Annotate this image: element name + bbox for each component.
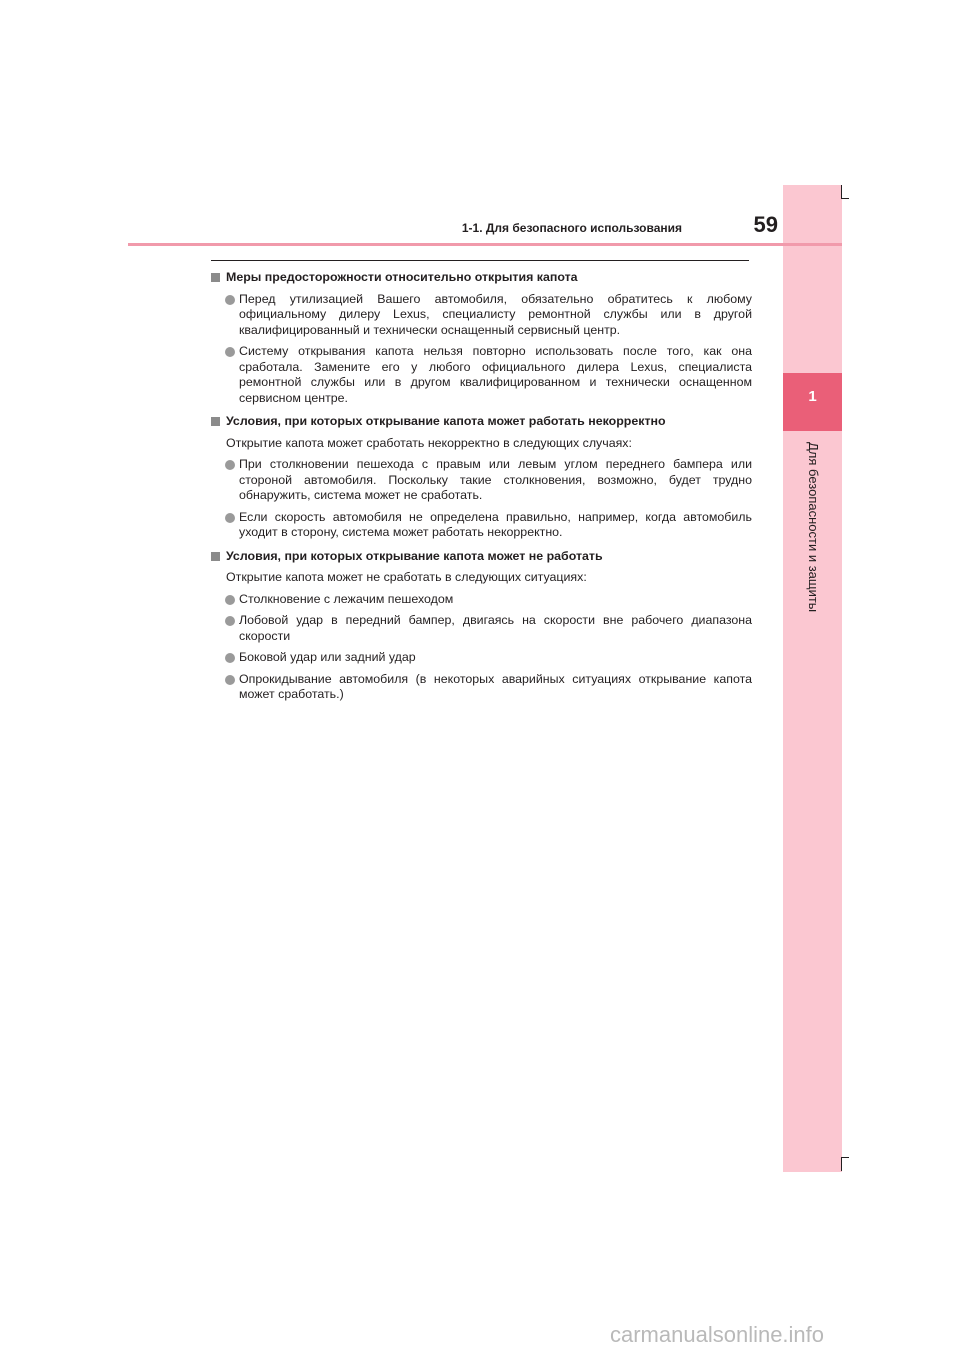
list-item bbox=[210, 292, 752, 339]
side-band bbox=[783, 185, 842, 1172]
circle-bullet-icon bbox=[225, 675, 235, 685]
section-heading bbox=[210, 414, 752, 430]
crop-mark-top bbox=[841, 185, 842, 199]
list-item bbox=[210, 592, 752, 608]
content-rule bbox=[211, 260, 749, 261]
chapter-number: 1 bbox=[808, 388, 817, 405]
heading-text: Условия, при которых открывание капота может не работать bbox=[226, 548, 603, 563]
list-item-text: Если скорость автомобиля не определена правильно, например, когда автомобиль уходит в сторону, система может работать некорректно. bbox=[239, 509, 752, 539]
list-item bbox=[210, 672, 752, 703]
circle-bullet-icon bbox=[225, 595, 235, 605]
chapter-title: Для безопасности и защиты bbox=[806, 442, 821, 613]
section-intro: Открытие капота может сработать некорректно в следующих случаях: bbox=[226, 435, 632, 450]
circle-bullet-icon bbox=[225, 460, 235, 470]
list-item-text: Систему открывания капота нельзя повторно использовать после того, как она сработала. Замените его у любого официального дилера Lexus, специалиста ремонтной службы или в другом квалифицированном и технически оснащенном сервисном центре. bbox=[239, 344, 752, 405]
list-item bbox=[210, 510, 752, 541]
list-item bbox=[210, 650, 752, 666]
square-bullet-icon bbox=[211, 273, 220, 282]
square-bullet-icon bbox=[211, 417, 220, 426]
list-item bbox=[210, 613, 752, 644]
list-item bbox=[210, 344, 752, 406]
list-item-text: При столкновении пешехода с правым или левым углом переднего бампера или стороной автомобиля. Поскольку такие столкновения, возможно, будет трудно обнаружить, система может не сработать. bbox=[239, 457, 752, 502]
list-item-text: Столкновение с лежачим пешеходом bbox=[239, 591, 454, 606]
crop-mark-bottom-h bbox=[841, 1157, 849, 1158]
crop-mark-top-h bbox=[841, 198, 849, 199]
list-item-text: Перед утилизацией Вашего автомобиля, обязательно обратитесь к любому официальному дилеру Lexus, специалисту ремонтной службы или в другой квалифицированный и технически оснащенный сервисный центр. bbox=[239, 291, 752, 337]
crop-mark-bottom bbox=[841, 1157, 842, 1171]
list-item-text: Лобовой удар в передний бампер, двигаясь на скорости вне рабочего диапазона скорости bbox=[239, 613, 752, 643]
list-item-text: Опрокидывание автомобиля (в некоторых аварийных ситуациях открывание капота может сработать.) bbox=[239, 671, 752, 701]
circle-bullet-icon bbox=[225, 513, 235, 523]
list-item-text: Боковой удар или задний удар bbox=[239, 650, 416, 664]
content bbox=[210, 270, 752, 709]
circle-bullet-icon bbox=[225, 347, 235, 357]
section-heading bbox=[210, 549, 752, 565]
page-number: 59 bbox=[753, 212, 778, 237]
circle-bullet-icon bbox=[225, 616, 235, 626]
section-heading bbox=[210, 270, 752, 286]
watermark: carmanualsonline.info bbox=[610, 1322, 825, 1347]
section-intro: Открытие капота может не сработать в следующих ситуациях: bbox=[226, 570, 587, 584]
header-line bbox=[128, 243, 842, 246]
circle-bullet-icon bbox=[225, 295, 235, 305]
heading-text: Меры предосторожности относительно открытия капота bbox=[226, 270, 578, 284]
section-title: 1-1. Для безопасного использования bbox=[461, 221, 682, 235]
square-bullet-icon bbox=[211, 552, 220, 561]
list-item bbox=[210, 457, 752, 504]
heading-text: Условия, при которых открывание капота может работать некорректно bbox=[226, 414, 666, 428]
circle-bullet-icon bbox=[225, 653, 235, 663]
